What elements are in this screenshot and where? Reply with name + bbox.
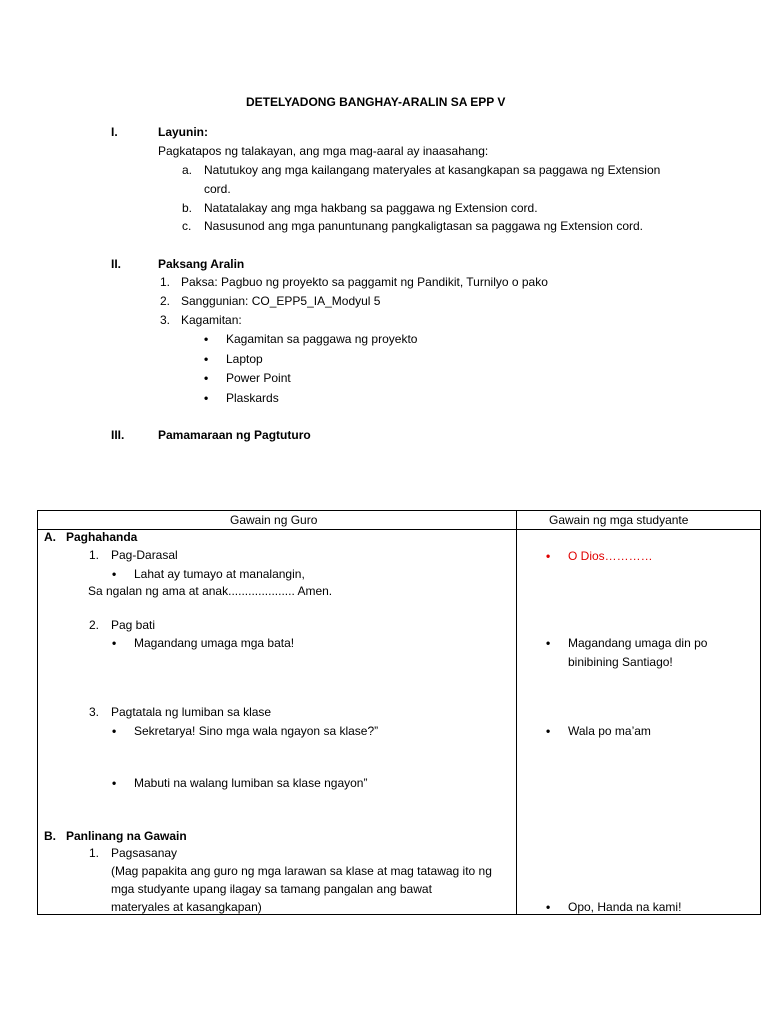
student-response-attendance: • Wala po ma’am [568,724,651,738]
step-greeting-label: Pag bati [111,618,156,632]
prayer-line: Sa ngalan ng ama at anak.................... Amen. [88,584,333,598]
topic-materials-label: Kagamitan: [181,313,242,327]
student-response-greeting: • Magandang umaga din po [568,636,707,650]
objective-c: Nasusunod ang mga panuntunang pangkaligtasan sa paggawa ng Extension cord. [204,219,643,233]
part-a-marker: A. [44,530,56,544]
objective-a-line1: Natutukoy ang mga kailangang materyales at kasangkapan sa paggawa ng Extension [204,163,661,177]
step-b1-marker: 1. [89,846,100,860]
greeting-line: • Magandang umaga mga bata! [134,636,294,650]
drill-description-line: mga studyante upang ilagay sa tamang pangalan ang bawat [111,882,432,896]
drill-description-line: materyales at kasangkapan) [111,900,262,914]
part-b-label: Panlinang na Gawain [66,829,187,843]
section-1-intro: Pagkatapos ng talakayan, ang mga mag-aaral ay inaasahang: [158,144,489,158]
topic-marker-3: 3. [160,313,171,327]
part-a-label: Paghahanda [66,530,138,544]
objective-a-line2: cord. [204,182,231,196]
material-item: • Power Point [226,371,291,385]
section-1-number: I. [111,125,118,139]
objective-b: Natatalakay ang mga hakbang sa paggawa ng Extension cord. [204,201,538,215]
document-title: DETELYADONG BANGHAY-ARALIN SA EPP V [246,95,506,109]
attendance-remark: • Mabuti na walang lumiban sa klase ngayon” [134,776,367,790]
section-3-heading: Pamamaraan ng Pagtuturo [158,428,311,442]
material-item: • Kagamitan sa paggawa ng proyekto [226,332,417,346]
topic-reference: Sanggunian: CO_EPP5_IA_Modyul 5 [181,294,381,308]
step-2-marker: 2. [89,618,100,632]
section-2-heading: Paksang Aralin [158,257,245,271]
step-prayer-label: Pag-Darasal [111,548,178,562]
section-3-number: III. [111,428,125,442]
attendance-question: • Sekretarya! Sino mga wala ngayon sa klase?” [134,724,378,738]
drill-description-line: (Mag papakita ang guro ng mga larawan sa klase at mag tatawag ito ng [111,864,492,878]
student-response-greeting-cont: binibining Santiago! [568,655,673,669]
material-item: • Laptop [226,352,263,366]
student-response-prayer: • O Dios………… [568,549,653,563]
topic-marker-1: 1. [160,275,171,289]
part-b-marker: B. [44,829,56,843]
step-3-marker: 3. [89,705,100,719]
objective-marker-c: c. [182,219,192,233]
student-response-ready: • Opo, Handa na kami! [568,900,681,914]
objective-marker-b: b. [182,201,193,215]
section-1-heading: Layunin: [158,125,208,139]
material-item: • Plaskards [226,391,279,405]
prayer-instruction: • Lahat ay tumayo at manalangin, [134,567,305,581]
topic-marker-2: 2. [160,294,171,308]
step-attendance-label: Pagtatala ng lumiban sa klase [111,705,272,719]
step-drill-label: Pagsasanay [111,846,178,860]
column-header-students: Gawain ng mga studyante [549,513,689,527]
step-1-marker: 1. [89,548,100,562]
section-2-number: II. [111,257,122,271]
column-header-teacher: Gawain ng Guro [230,513,318,527]
topic-subject: Paksa: Pagbuo ng proyekto sa paggamit ng Pandikit, Turnilyo o pako [181,275,548,289]
objective-marker-a: a. [182,163,193,177]
